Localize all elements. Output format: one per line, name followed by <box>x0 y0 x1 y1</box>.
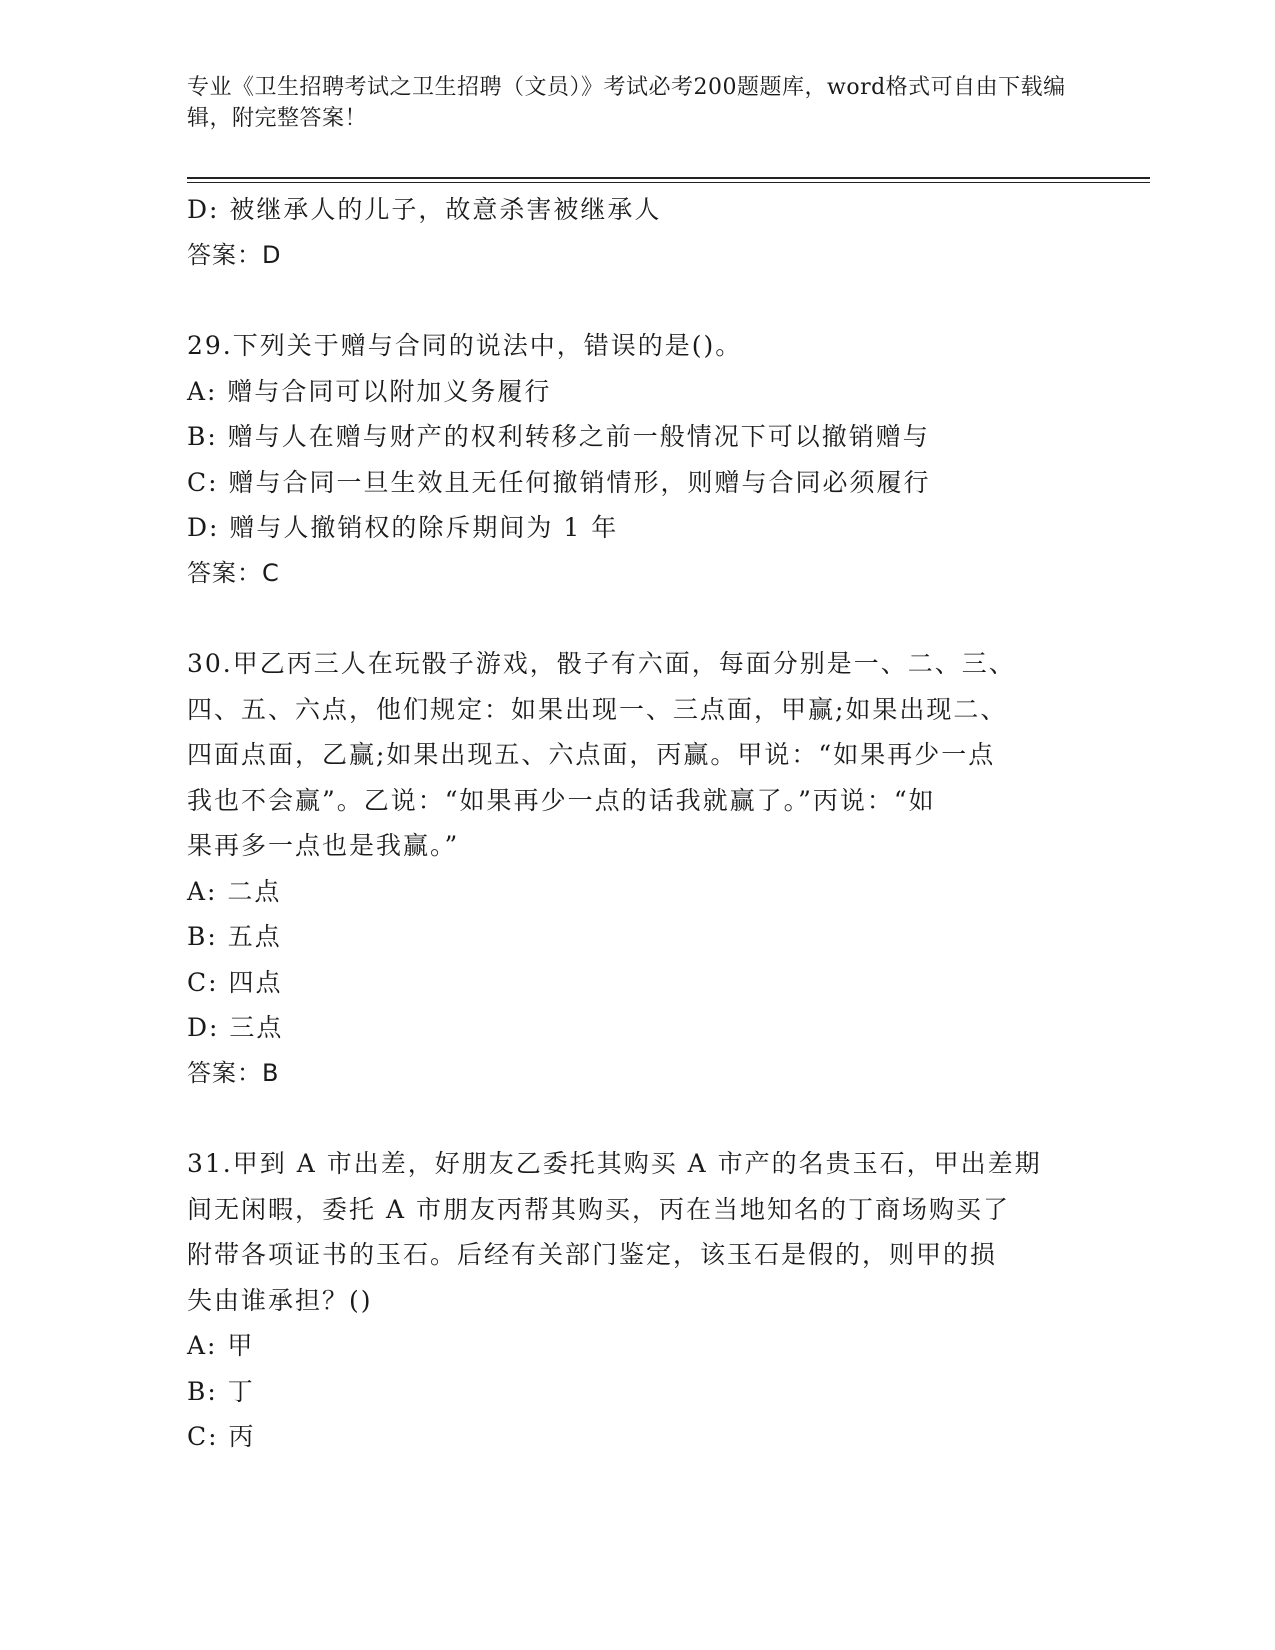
question-30-answer: 答案：B <box>187 1058 280 1087</box>
spacer <box>187 596 1087 641</box>
question-30-stem-line: 四面点面，乙赢;如果出现五、六点面，丙赢。甲说：“如果再少一点 <box>187 740 996 769</box>
question-31-stem-line: 附带各项证书的玉石。后经有关部门鉴定，该玉石是假的，则甲的损 <box>187 1240 998 1269</box>
question-30-option-a: A: 二点 <box>187 876 282 906</box>
spacer <box>187 278 1087 323</box>
header-divider-thick <box>187 177 1150 179</box>
question-31-stem-line: 失由谁承担？() <box>187 1285 373 1315</box>
question-29-stem: 29.下列关于赠与合同的说法中，错误的是()。 <box>187 331 743 360</box>
prev-answer: 答案：D <box>187 240 282 269</box>
question-29-option-c: C: 赠与合同一旦生效且无任何撤销情形，则赠与合同必须履行 <box>187 467 931 497</box>
document-header: 专业《卫生招聘考试之卫生招聘（文员）》考试必考200题题库，word格式可自由下载编辑，附完整答案！ <box>187 75 1066 131</box>
question-30-stem-line: 四、五、六点，他们规定：如果出现一、三点面，甲赢;如果出现二、 <box>187 694 1008 724</box>
question-29 <box>187 323 1087 596</box>
question-30-stem-line: 果再多一点也是我赢。” <box>187 831 460 860</box>
question-31-option-c: C: 丙 <box>187 1422 256 1451</box>
question-29-option-d: D: 赠与人撤销权的除斥期间为 1 年 <box>187 513 619 542</box>
question-31-stem-line: 31.甲到 A 市出差，好朋友乙委托其购买 A 市产的名贵玉石，甲出差期 <box>187 1149 1042 1178</box>
question-30-option-c: C: 四点 <box>187 967 283 997</box>
question-29-answer: 答案：C <box>187 558 280 587</box>
question-30 <box>187 641 1087 1096</box>
question-30-option-d: D: 三点 <box>187 1013 284 1042</box>
spacer <box>187 1096 1087 1141</box>
document-body <box>187 187 1087 1460</box>
question-30-stem-line: 30.甲乙丙三人在玩骰子游戏，骰子有六面，每面分别是一、二、三、 <box>187 649 1016 678</box>
question-31-stem-line: 间无闲暇，委托 A 市朋友丙帮其购买，丙在当地知名的丁商场购买了 <box>187 1194 1010 1224</box>
question-31-option-b: B: 丁 <box>187 1376 255 1406</box>
question-31 <box>187 1141 1087 1460</box>
question-29-option-a: A: 赠与合同可以附加义务履行 <box>187 376 552 406</box>
question-30-option-b: B: 五点 <box>187 922 282 951</box>
question-30-stem-line: 我也不会赢”。乙说：“如果再少一点的话我就赢了。”丙说：“如 <box>187 785 936 815</box>
question-31-option-a: A: 甲 <box>187 1331 255 1360</box>
question-29-option-b: B: 赠与人在赠与财产的权利转移之前一般情况下可以撤销赠与 <box>187 422 930 451</box>
header-divider-thin <box>187 182 1150 183</box>
prev-option-d: D: 被继承人的儿子，故意杀害被继承人 <box>187 195 662 224</box>
